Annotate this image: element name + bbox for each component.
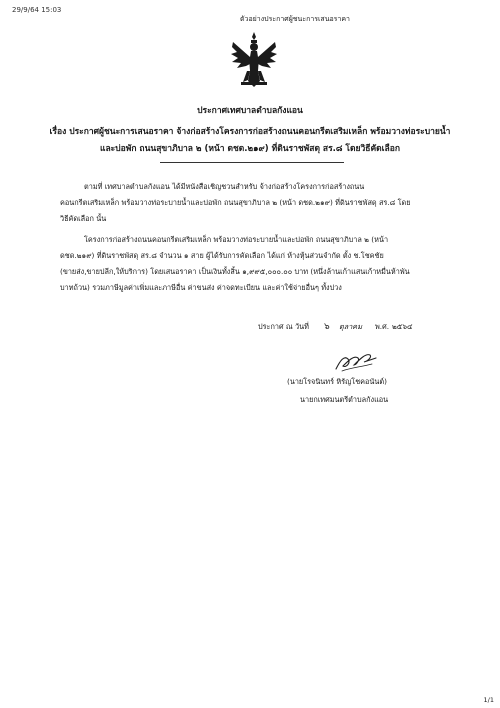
paragraph-2-line-2: ดชด.๒๑๙) ที่ดินราชพัสดุ สร.๘ จำนวน ๑ สาย ผู้ได้รับการคัดเลือก ได้แก่ ห้างหุ้นส่วนจำกัด ตั้ง ช.โชคชัย <box>60 251 384 260</box>
paragraph-2-line-3: (ขายส่ง,ขายปลีก,ให้บริการ) โดยเสนอราคา เป็นเงินทั้งสิ้น ๑,๙๙๕,๐๐๐.๐๐ บาท (หนึ่งล้านเก้าแสนเก้าหมื่นห้าพัน <box>60 267 410 276</box>
announce-date-label: ประกาศ ณ วันที่ <box>258 322 309 331</box>
page-number: 1/1 <box>483 696 494 704</box>
announce-year-label: พ.ศ. <box>375 322 390 331</box>
signer-name: (นายโรจนินทร์ หิรัญโชคอนันต์) <box>287 377 387 386</box>
paragraph-1-line-2: คอนกรีตเสริมเหล็ก พร้อมวางท่อระบายน้ำและบ่อพัก ถนนสุขาภิบาล ๒ (หน้า ดชด.๒๑๙) ที่ดินราชพัสดุ สร.๘ โดย <box>60 198 411 207</box>
subject-line-1: เรื่อง ประกาศผู้ชนะการเสนอราคา จ้างก่อสร้างโครงการก่อสร้างถนนคอนกรีตเสริมเหล็ก พร้อมวางท่อระบายน้ำ <box>49 127 451 137</box>
paragraph-1-line-3: วิธีคัดเลือก นั้น <box>60 214 107 223</box>
title-divider <box>160 162 344 163</box>
paragraph-2-line-1: โครงการก่อสร้างถนนคอนกรีตเสริมเหล็ก พร้อมวางท่อระบายน้ำและบ่อพัก ถนนสุขาภิบาล ๒ (หน้า <box>84 235 389 244</box>
print-timestamp: 29/9/64 15:03 <box>12 6 62 14</box>
announcement-heading: ประกาศเทศบาลตำบลกังแอน <box>197 106 303 116</box>
signature-image <box>334 349 378 373</box>
announce-day: ๖ <box>324 322 330 332</box>
subject-line-2: และบ่อพัก ถนนสุขาภิบาล ๒ (หน้า ดชด.๒๑๙) ที่ดินราชพัสดุ สร.๘ โดยวิธีคัดเลือก <box>99 144 401 154</box>
paragraph-2-line-4: บาทถ้วน) รวมภาษีมูลค่าเพิ่มและภาษีอื่น ค่าขนส่ง ค่าจดทะเบียน และค่าใช้จ่ายอื่นๆ ทั้งปวง <box>60 283 342 292</box>
paragraph-1-line-1: ตามที่ เทศบาลตำบลกังแอน ได้มีหนังสือเชิญชวนสำหรับ จ้างก่อสร้างโครงการก่อสร้างถนน <box>84 182 365 191</box>
garuda-emblem-icon <box>229 30 279 92</box>
sample-label: ตัวอย่างประกาศผู้ชนะการเสนอราคา <box>240 15 350 23</box>
signer-position: นายกเทศมนตรีตำบลกังแอน <box>300 395 389 404</box>
announce-month: ตุลาคม <box>339 322 362 331</box>
announce-year: ๒๕๖๔ <box>392 322 413 331</box>
